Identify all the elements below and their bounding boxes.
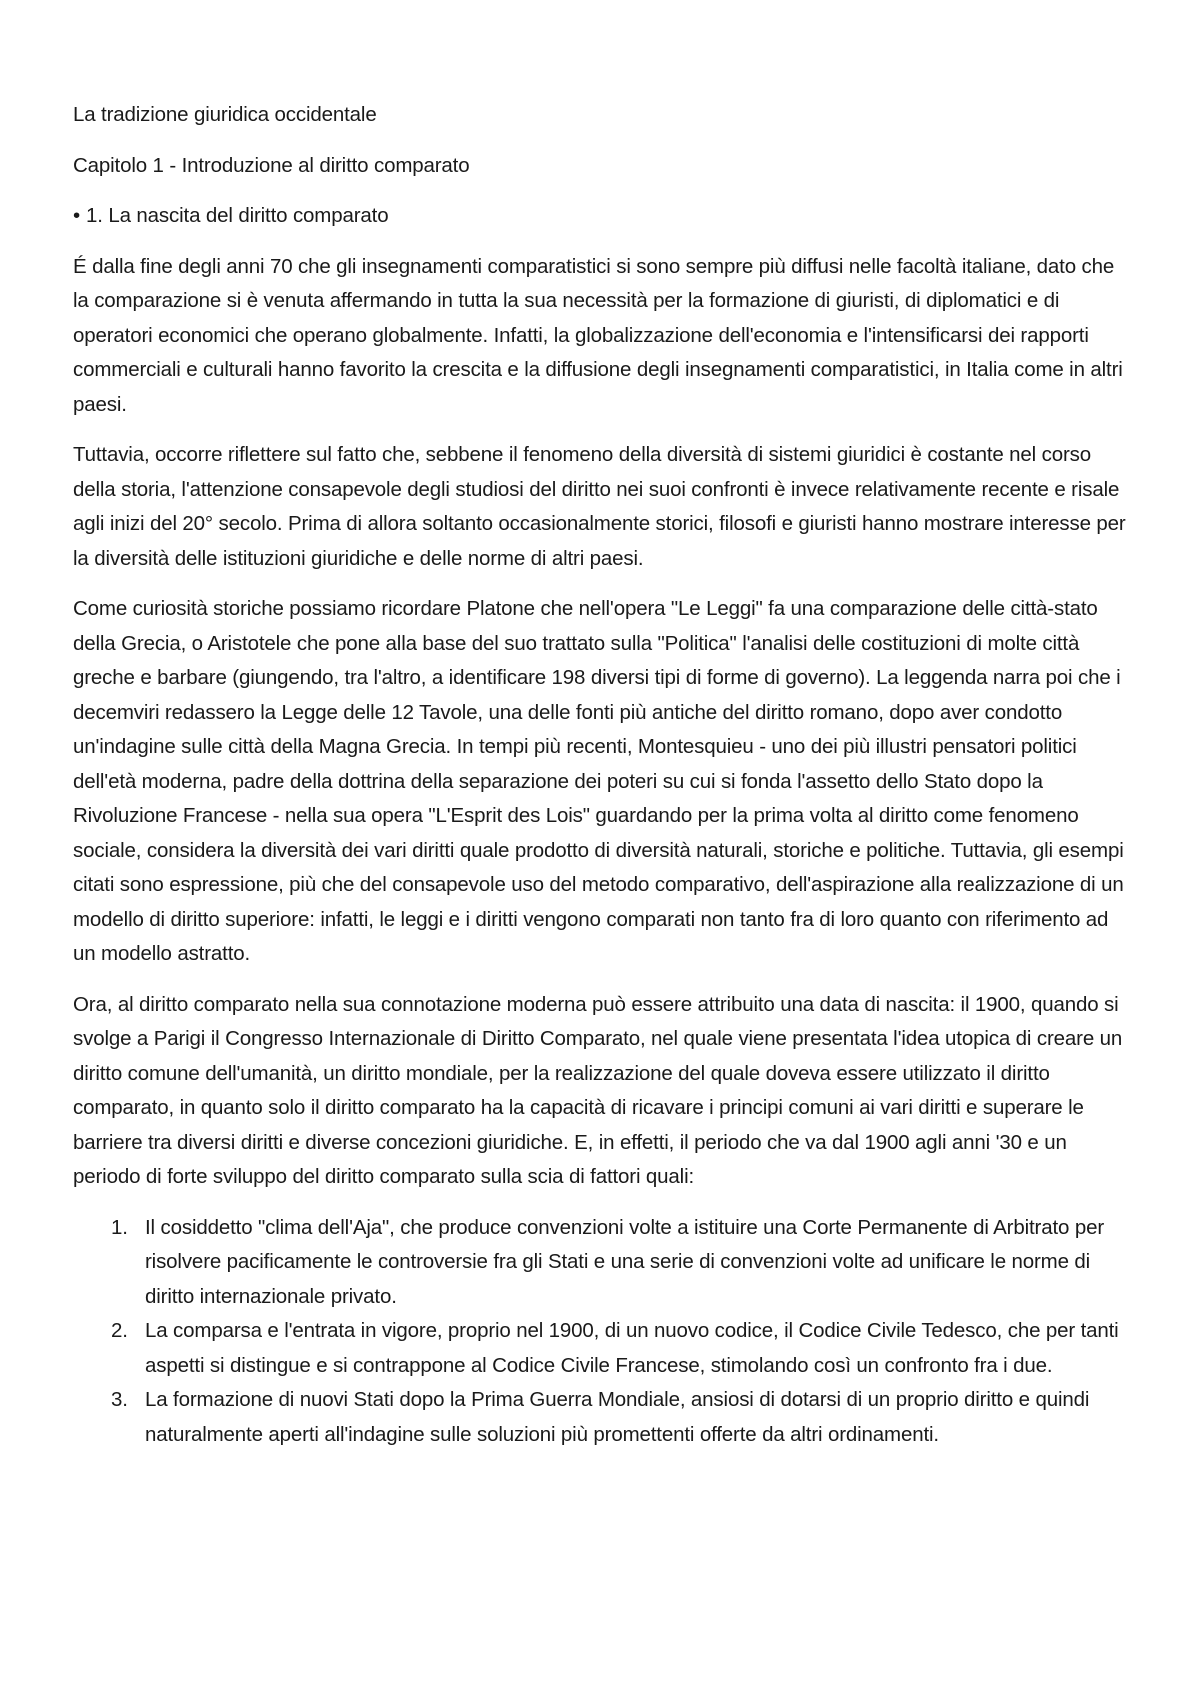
list-item-number: 2. (111, 1319, 128, 1342)
list-item (73, 1314, 1133, 1383)
list-item (73, 1211, 1133, 1315)
factors-list (73, 1211, 1133, 1453)
list-item-text: La formazione di nuovi Stati dopo la Prima Guerra Mondiale, ansiosi di dotarsi di un proprio diritto e quindi naturalmente aperti all'indagine sulle soluzioni più promettenti offerte da altri ordinamenti. (145, 1388, 1090, 1446)
document-body (73, 98, 1133, 1452)
list-item-text: La comparsa e l'entrata in vigore, proprio nel 1900, di un nuovo codice, il Codice Civile Tedesco, che per tanti aspetti si distingue e si contrappone al Codice Civile Francese, stimolando così un confronto fra i due. (145, 1319, 1119, 1377)
list-item-text: Il cosiddetto "clima dell'Aja", che produce convenzioni volte a istituire una Corte Permanente di Arbitrato per risolvere pacificamente le controversie fra gli Stati e una serie di convenzioni volte ad unificare le norme di diritto internazionale privato. (145, 1215, 1105, 1308)
section-heading (73, 199, 1133, 234)
bullet-icon: • (73, 204, 81, 227)
paragraph-4: Ora, al diritto comparato nella sua connotazione moderna può essere attribuito una data di nascita: il 1900, quando si svolge a Parigi il Congresso Internazionale di Diritto Comparato, nel quale viene presentata l'idea utopica di creare un diritto comune dell'umanità, un diritto mondiale, per la realizzazione del quale doveva essere utilizzato il diritto comparato, in quanto solo il diritto comparato ha la capacità di ricavare i principi comuni ai vari diritti e superare le barriere tra diversi diritti e diverse concezioni giuridiche. E, in effetti, il periodo che va dal 1900 agli anni '30 e un periodo di forte sviluppo del diritto comparato sulla scia di fattori quali: (73, 992, 1123, 1188)
chapter-title: Capitolo 1 - Introduzione al diritto comparato (73, 153, 470, 177)
document-title: La tradizione giuridica occidentale (73, 103, 377, 126)
list-item-number: 3. (111, 1388, 128, 1411)
paragraph-1: É dalla fine degli anni 70 che gli insegnamenti comparatistici si sono sempre più diffusi nelle facoltà italiane, dato che la comparazione si è venuta affermando in tutta la sua necessità per la formazione di giuristi, di diplomatici e di operatori economici che operano globalmente. Infatti, la globalizzazione dell'economia e l'intensificarsi dei rapporti commerciali e culturali hanno favorito la crescita e la diffusione degli insegnamenti comparatistici, in Italia come in altri paesi. (73, 254, 1123, 416)
paragraph-2: Tuttavia, occorre riflettere sul fatto che, sebbene il fenomeno della diversità di sistemi giuridici è costante nel corso della storia, l'attenzione consapevole degli studiosi del diritto nei suoi confronti è invece relativamente recente e risale agli inizi del 20° secolo. Prima di allora soltanto occasionalmente storici, filosofi e giuristi hanno mostrare interesse per la diversità delle istituzioni giuridiche e delle norme di altri paesi. (73, 443, 1126, 570)
list-item-number: 1. (111, 1215, 128, 1239)
paragraph-3: Come curiosità storiche possiamo ricordare Platone che nell'opera "Le Leggi" fa una comparazione delle città-stato della Grecia, o Aristotele che pone alla base del suo trattato sulla "Politica" l'analisi delle costituzioni di molte città greche e barbare (giungendo, tra l'altro, a identificare 198 diversi tipi di forme di governo). La leggenda narra poi che i decemviri redassero la Legge delle 12 Tavole, una delle fonti più antiche del diritto romano, dopo aver condotto un'indagine sulle città della Magna Grecia. In tempi più recenti, Montesquieu - uno dei più illustri pensatori politici dell'età moderna, padre della dottrina della separazione dei poteri su cui si fonda l'assetto dello Stato dopo la Rivoluzione Francese - nella sua opera "L'Esprit des Lois" guardando per la prima volta al diritto come fenomeno sociale, considera la diversità dei vari diritti quale prodotto di diversità naturali, storiche e politiche. Tuttavia, gli esempi citati sono espressione, più che del consapevole uso del metodo comparativo, dell'aspirazione alla realizzazione di un modello di diritto superiore: infatti, le leggi e i diritti vengono comparati non tanto fra di loro quanto con riferimento ad un modello astratto. (73, 597, 1124, 965)
list-item (73, 1383, 1133, 1452)
section-heading-text: 1. La nascita del diritto comparato (86, 204, 389, 227)
